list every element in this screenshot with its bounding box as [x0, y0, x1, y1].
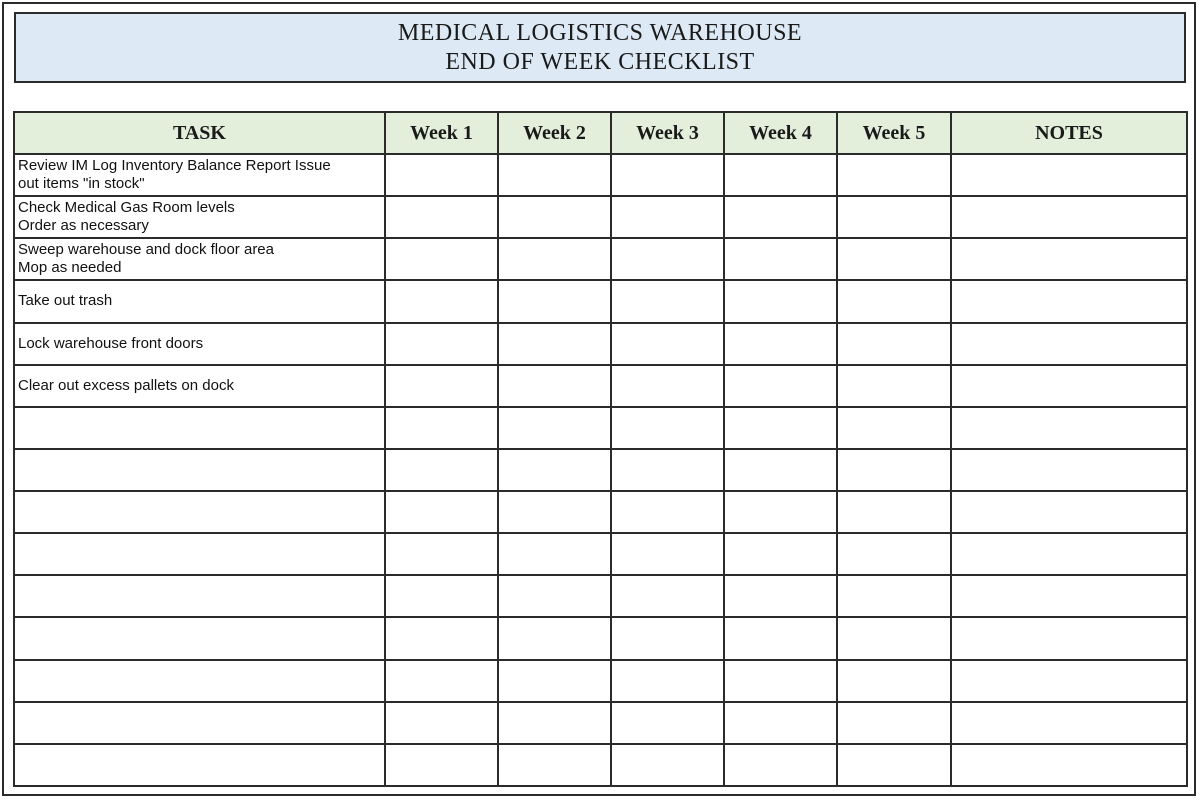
week-4-cell[interactable] [724, 533, 837, 575]
week-1-cell[interactable] [385, 449, 498, 491]
task-cell[interactable] [14, 407, 385, 449]
week-3-cell[interactable] [611, 280, 724, 322]
task-cell[interactable] [14, 660, 385, 702]
task-cell[interactable] [14, 449, 385, 491]
week-4-cell[interactable] [724, 280, 837, 322]
column-header-week-4: Week 4 [724, 112, 837, 154]
week-2-cell[interactable] [498, 491, 611, 533]
table-row [14, 702, 1187, 744]
week-2-cell[interactable] [498, 154, 611, 196]
week-5-cell[interactable] [837, 491, 951, 533]
week-5-cell[interactable] [837, 449, 951, 491]
week-5-cell[interactable] [837, 407, 951, 449]
week-1-cell[interactable] [385, 196, 498, 238]
week-3-cell[interactable] [611, 744, 724, 786]
week-4-cell[interactable] [724, 323, 837, 365]
checklist-body [14, 154, 1187, 786]
task-cell[interactable]: Sweep warehouse and dock floor area Mop as needed [14, 238, 385, 280]
week-3-cell[interactable] [611, 491, 724, 533]
week-4-cell[interactable] [724, 238, 837, 280]
week-4-cell[interactable] [724, 617, 837, 659]
week-1-cell[interactable] [385, 575, 498, 617]
column-header-task: TASK [14, 112, 385, 154]
week-3-cell[interactable] [611, 702, 724, 744]
week-1-cell[interactable] [385, 660, 498, 702]
header-row [14, 112, 1187, 154]
notes-cell[interactable] [951, 575, 1187, 617]
week-3-cell[interactable] [611, 575, 724, 617]
week-5-cell[interactable] [837, 617, 951, 659]
task-cell[interactable] [14, 491, 385, 533]
week-2-cell[interactable] [498, 660, 611, 702]
column-header-week-5: Week 5 [837, 112, 951, 154]
notes-cell[interactable] [951, 280, 1187, 322]
week-1-cell[interactable] [385, 238, 498, 280]
table-row [14, 617, 1187, 659]
week-2-cell[interactable] [498, 280, 611, 322]
notes-cell[interactable] [951, 660, 1187, 702]
notes-cell[interactable] [951, 154, 1187, 196]
week-5-cell[interactable] [837, 702, 951, 744]
week-3-cell[interactable] [611, 323, 724, 365]
column-header-week-3: Week 3 [611, 112, 724, 154]
column-header-week-2: Week 2 [498, 112, 611, 154]
week-2-cell[interactable] [498, 196, 611, 238]
week-2-cell[interactable] [498, 365, 611, 407]
notes-cell[interactable] [951, 365, 1187, 407]
task-cell[interactable] [14, 533, 385, 575]
task-cell[interactable]: Review IM Log Inventory Balance Report Issue out items "in stock" [14, 154, 385, 196]
week-4-cell[interactable] [724, 407, 837, 449]
week-3-cell[interactable] [611, 533, 724, 575]
week-3-cell[interactable] [611, 617, 724, 659]
week-5-cell[interactable] [837, 660, 951, 702]
week-2-cell[interactable] [498, 533, 611, 575]
task-cell[interactable]: Take out trash [14, 280, 385, 322]
column-header-week-1: Week 1 [385, 112, 498, 154]
table-row [14, 533, 1187, 575]
table-row [14, 660, 1187, 702]
week-3-cell[interactable] [611, 238, 724, 280]
week-3-cell[interactable] [611, 449, 724, 491]
week-2-cell[interactable] [498, 617, 611, 659]
week-5-cell[interactable] [837, 575, 951, 617]
notes-cell[interactable] [951, 491, 1187, 533]
task-cell[interactable]: Check Medical Gas Room levels Order as necessary [14, 196, 385, 238]
table-row [14, 407, 1187, 449]
week-5-cell[interactable] [837, 154, 951, 196]
table-row [14, 280, 1187, 322]
task-cell[interactable]: Lock warehouse front doors [14, 323, 385, 365]
week-2-cell[interactable] [498, 702, 611, 744]
notes-cell[interactable] [951, 744, 1187, 786]
week-4-cell[interactable] [724, 154, 837, 196]
week-1-cell[interactable] [385, 323, 498, 365]
week-2-cell[interactable] [498, 449, 611, 491]
checklist-title [14, 12, 1186, 83]
week-1-cell[interactable] [385, 365, 498, 407]
task-cell[interactable] [14, 702, 385, 744]
week-2-cell[interactable] [498, 744, 611, 786]
column-header-notes: NOTES [951, 112, 1187, 154]
week-1-cell[interactable] [385, 533, 498, 575]
week-5-cell[interactable] [837, 365, 951, 407]
week-2-cell[interactable] [498, 238, 611, 280]
week-5-cell[interactable] [837, 238, 951, 280]
week-3-cell[interactable] [611, 154, 724, 196]
week-3-cell[interactable] [611, 407, 724, 449]
week-5-cell[interactable] [837, 323, 951, 365]
week-4-cell[interactable] [724, 744, 837, 786]
week-1-cell[interactable] [385, 407, 498, 449]
table-row [14, 491, 1187, 533]
notes-cell[interactable] [951, 323, 1187, 365]
week-4-cell[interactable] [724, 660, 837, 702]
week-1-cell[interactable] [385, 280, 498, 322]
week-5-cell[interactable] [837, 744, 951, 786]
task-cell[interactable]: Clear out excess pallets on dock [14, 365, 385, 407]
week-4-cell[interactable] [724, 196, 837, 238]
notes-cell[interactable] [951, 702, 1187, 744]
table-row [14, 575, 1187, 617]
table-row [14, 449, 1187, 491]
table-row [14, 323, 1187, 365]
notes-cell[interactable] [951, 196, 1187, 238]
week-3-cell[interactable] [611, 196, 724, 238]
week-5-cell[interactable] [837, 533, 951, 575]
title-line-2: END OF WEEK CHECKLIST [445, 48, 755, 75]
notes-cell[interactable] [951, 238, 1187, 280]
table-row [14, 365, 1187, 407]
week-1-cell[interactable] [385, 702, 498, 744]
table-row [14, 238, 1187, 280]
week-4-cell[interactable] [724, 449, 837, 491]
week-2-cell[interactable] [498, 575, 611, 617]
week-4-cell[interactable] [724, 575, 837, 617]
week-1-cell[interactable] [385, 154, 498, 196]
week-4-cell[interactable] [724, 702, 837, 744]
task-cell[interactable] [14, 617, 385, 659]
week-2-cell[interactable] [498, 323, 611, 365]
week-3-cell[interactable] [611, 365, 724, 407]
week-3-cell[interactable] [611, 660, 724, 702]
notes-cell[interactable] [951, 617, 1187, 659]
week-1-cell[interactable] [385, 744, 498, 786]
week-5-cell[interactable] [837, 196, 951, 238]
notes-cell[interactable] [951, 533, 1187, 575]
title-line-1: MEDICAL LOGISTICS WAREHOUSE [397, 19, 803, 46]
table-row [14, 196, 1187, 238]
week-5-cell[interactable] [837, 280, 951, 322]
week-4-cell[interactable] [724, 491, 837, 533]
week-1-cell[interactable] [385, 617, 498, 659]
checklist-table [13, 111, 1188, 787]
task-cell[interactable] [14, 744, 385, 786]
week-4-cell[interactable] [724, 365, 837, 407]
week-1-cell[interactable] [385, 491, 498, 533]
notes-cell[interactable] [951, 407, 1187, 449]
table-row [14, 744, 1187, 786]
notes-cell[interactable] [951, 449, 1187, 491]
week-2-cell[interactable] [498, 407, 611, 449]
task-cell[interactable] [14, 575, 385, 617]
table-row [14, 154, 1187, 196]
